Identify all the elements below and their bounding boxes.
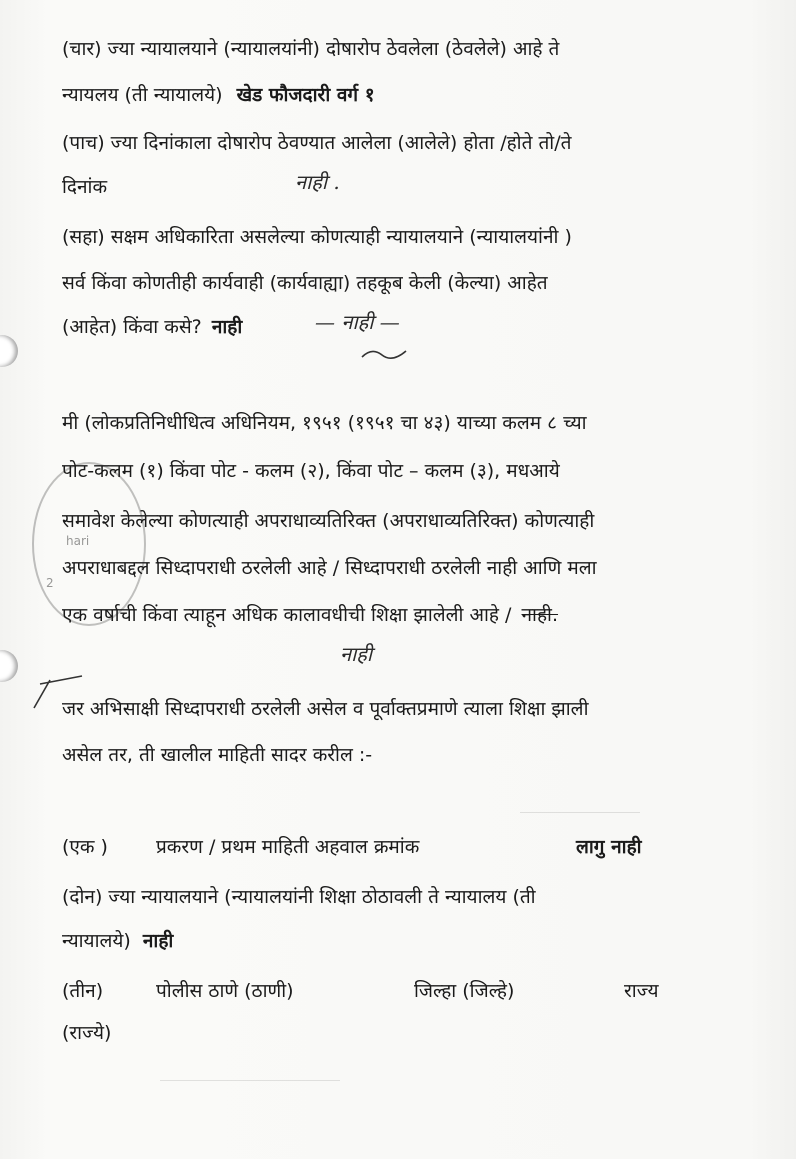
item-text: (राज्ये): [62, 1022, 112, 1044]
para5-text: (पाच) ज्या दिनांकाला दोषारोप ठेवण्यात आलेला (आलेले) होता /होते तो/ते: [62, 132, 572, 154]
declaration-text: पोट-कलम (१) किंवा पोट - कलम (२), किंवा पोट – कलम (३), मधआये: [62, 460, 560, 482]
item1-row: [62, 832, 748, 862]
item-text: पोलीस ठाणे (ठाणी): [156, 980, 294, 1002]
stamp-text: hari: [66, 534, 90, 548]
declaration-text: अपराधाबद्दल सिध्दापराधी ठरलेली आहे / सिध्दापराधी ठरलेली नाही आणि मला: [62, 557, 597, 579]
item-label: (तीन): [62, 980, 104, 1002]
declaration-text: समावेश केलेल्या कोणत्याही अपराधाव्यतिरिक्त (अपराधाव्यतिरिक्त) कोणत्याही: [62, 510, 595, 532]
item-text: (दोन) ज्या न्यायालयाने (न्यायालयांनी शिक्षा ठोठावली ते न्यायालय (ती: [62, 886, 536, 908]
para6-text: सर्व किंवा कोणतीही कार्यवाही (कार्यवाह्या) तहकूब केली (केल्या) आहेत: [62, 272, 548, 294]
court-name: खेड फौजदारी वर्ग १: [236, 84, 375, 106]
declaration-text: एक वर्षाची किंवा त्याहून अधिक कालावधीची शिक्षा झालेली आहे /: [62, 604, 512, 626]
para6-prefix: (आहेत) किंवा कसे?: [62, 316, 202, 338]
declaration-line3: [62, 506, 748, 536]
convicted-text: जर अभिसाक्षी सिध्दापराधी ठरलेली असेल व पूर्वाक्तप्रमाणे त्याला शिक्षा झाली: [62, 698, 589, 720]
para5-line1: [62, 128, 748, 158]
declaration-line4: [62, 553, 748, 583]
pen-stroke: [360, 345, 410, 361]
item-value: नाही: [142, 930, 174, 952]
para5-line2: [62, 172, 748, 202]
show-through-mark: [160, 1080, 340, 1111]
date-label: दिनांक: [62, 176, 108, 198]
item-text: प्रकरण / प्रथम माहिती अहवाल क्रमांक: [156, 836, 420, 858]
para6-text: (सहा) सक्षम अधिकारिता असलेल्या कोणत्याही न्यायालयाने (न्यायालयांनी ): [62, 226, 572, 248]
handwritten-note: नाही: [340, 642, 373, 666]
para4-prefix: न्यायलय (ती न्यायालये): [62, 84, 223, 106]
para6-line2: [62, 268, 748, 298]
convicted-line1: [62, 694, 748, 724]
para4-line2: [62, 80, 748, 110]
convicted-text: असेल तर, ती खालील माहिती सादर करील :-: [62, 744, 373, 766]
punch-hole: [0, 650, 18, 682]
item-text: राज्य: [624, 980, 659, 1002]
para6-line1: [62, 222, 748, 252]
item2-line2: [62, 926, 748, 956]
handwritten-note: — नाही —: [315, 310, 400, 334]
declaration-text: मी (लोकप्रतिनिधीधित्व अधिनियम, १९५१ (१९५१ चा ४३) याच्या कलम ८ च्या: [62, 412, 587, 434]
show-through-mark: [520, 812, 640, 853]
item-text: न्यायालये): [62, 930, 131, 952]
declaration-line2: [62, 456, 748, 486]
convicted-line2: [62, 740, 748, 770]
para4-line1: [62, 34, 748, 64]
item3-row: [62, 976, 748, 1006]
answer-value: नाही: [211, 316, 243, 338]
para6-line3: [62, 312, 748, 342]
declaration-line1: [62, 408, 748, 438]
handwritten-note: नाही .: [295, 170, 340, 194]
punch-hole: [0, 335, 18, 367]
declaration-line5: [62, 600, 748, 630]
stamp-text: 2: [46, 576, 54, 590]
item-value: लागु नाही: [576, 836, 642, 858]
item-label: (एक ): [62, 836, 108, 858]
para4-text: (चार) ज्या न्यायालयाने (न्यायालयांनी) दोषारोप ठेवलेला (ठेवलेले) आहे ते: [62, 38, 560, 60]
item2-line1: [62, 882, 748, 912]
item3-line2: [62, 1018, 748, 1048]
struck-text: नाही.: [521, 604, 559, 626]
item-text: जिल्हा (जिल्हे): [414, 980, 515, 1002]
